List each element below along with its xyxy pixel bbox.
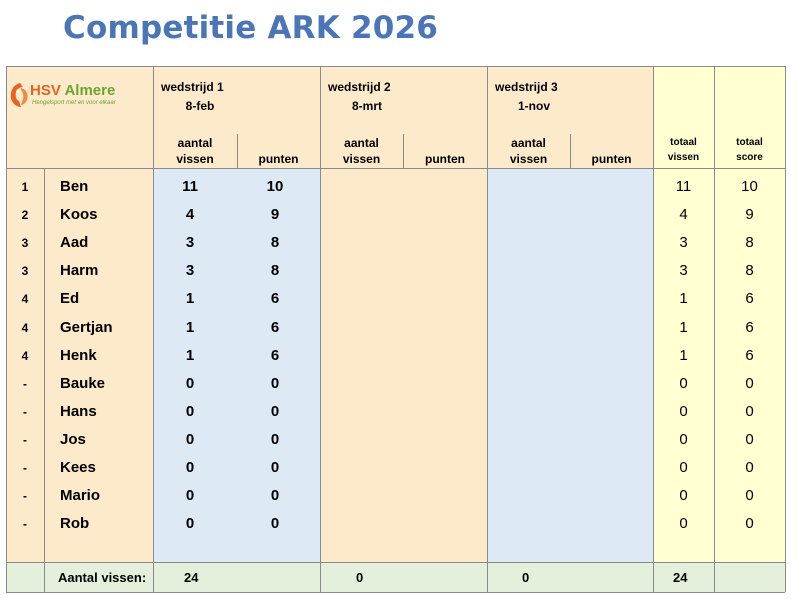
page-title: Competitie ARK 2026 [63,10,439,46]
w1-points-cell: 0 [270,374,280,392]
rank-cell: 4 [21,348,29,363]
fish-icon [8,81,32,109]
total-score-cell: 10 [741,178,758,195]
grid-line [6,592,785,593]
w1-fish-cell: 0 [185,374,195,392]
total-fish-cell: 0 [679,459,688,476]
w1-fish-cell: 0 [185,487,195,505]
total-fish-cell: 1 [679,290,688,308]
total-fish-cell: 1 [679,318,688,336]
player-name: Henk [60,346,97,364]
w1-fish-cell: 0 [185,459,195,476]
total-score-cell: 0 [745,430,754,448]
w1-points-cell: 9 [270,206,280,224]
rank-cell: - [23,376,27,391]
w1-fish-cell: 1 [185,346,195,364]
rank-cell: 3 [21,264,29,279]
w3-body [487,168,653,562]
total-score-cell: 0 [745,459,754,476]
grid-line [6,168,785,169]
rank-cell: - [23,489,27,504]
player-name: Mario [60,487,101,505]
match-date: 8-feb [185,99,215,113]
total-score-cell: 6 [745,290,754,308]
total-fish-cell: 0 [679,374,688,392]
rank-cell: - [23,517,27,532]
w1-fish-cell: 11 [182,178,198,195]
col-header-vissen: vissen [667,152,700,163]
rank-cell: - [23,432,27,447]
logo-name: HSV Almere [30,82,116,99]
total-fish-cell: 11 [675,178,692,195]
w1-points-cell: 0 [270,515,280,533]
footer-label: Aantal vissen: [58,570,147,585]
w1-points-cell: 0 [270,487,280,505]
grid-line [44,168,45,592]
total-score-cell: 6 [745,346,754,364]
match-name: wedstrijd 2 [328,80,391,94]
w1-points-cell: 6 [270,290,280,308]
w1-fish-cell: 1 [185,318,195,336]
col-header-totaal: totaal [670,137,697,148]
rank-cell: 2 [21,208,29,223]
match-date: 1-nov [517,99,550,113]
w1-points-cell: 8 [270,234,280,252]
total-score-cell: 9 [745,206,754,224]
w1-fish-cell: 3 [185,234,195,252]
total-fish-cell: 0 [679,487,688,505]
col-header-punten: punten [425,152,465,166]
footer-w3-total: 0 [522,570,530,585]
player-name: Ed [60,290,80,308]
w1-fish-cell: 0 [185,515,195,533]
w1-points-cell: 0 [270,459,280,476]
col-header-vissen: vissen [342,152,381,166]
total-fish-cell: 1 [679,346,688,364]
grid-line [6,66,785,67]
grid-line [785,66,786,592]
total-fish-cell: 3 [679,234,688,252]
total-score-cell: 0 [745,487,754,505]
col-header-punten: punten [591,152,632,166]
w1-fish-cell: 0 [185,430,195,448]
player-name: Jos [60,430,86,448]
footer-grand-total: 24 [673,570,688,585]
logo-tagline: Hengelsport met en voor elkaar [32,100,116,106]
rank-cell: - [23,461,27,475]
player-name: Harm [60,262,99,280]
col-header-score: score [736,152,763,163]
rank-cell: 3 [21,236,29,251]
total-fish-cell: 0 [679,515,688,533]
total-score-cell: 0 [745,515,754,533]
col-header-totaal: totaal [736,137,763,148]
match-name: wedstrijd 3 [495,80,558,94]
rank-cell: 1 [21,180,29,194]
footer-w2-total: 0 [356,570,364,585]
hsv-almere-logo [8,80,126,110]
w1-points-cell: 6 [270,318,280,336]
grid-line [6,562,785,563]
rank-cell: 4 [21,320,29,335]
rank-cell: - [23,404,27,419]
rank-cell: 4 [21,292,29,307]
footer-w1-total: 24 [184,570,199,585]
col-header-punten: punten [258,152,299,166]
player-name: Hans [60,402,97,420]
player-name: Bauke [60,374,106,392]
total-fish-cell: 3 [679,262,688,280]
col-header-vissen: vissen [509,152,548,166]
player-name: Aad [60,234,89,252]
w1-points-cell: 6 [270,346,280,364]
player-name: Koos [60,206,98,224]
total-score-cell: 6 [745,318,754,336]
w1-points-cell: 10 [266,178,284,195]
player-name: Rob [60,515,90,533]
total-fish-cell: 0 [679,402,688,420]
total-score-cell: 0 [745,374,754,392]
col-header-aantal: aantal [344,136,379,150]
w1-points-cell: 0 [270,402,280,420]
col-header-aantal: aantal [511,136,546,150]
player-name: Kees [60,459,96,476]
col-header-vissen: vissen [176,152,214,166]
col-header-aantal: aantal [177,136,213,150]
w1-fish-cell: 0 [185,402,195,420]
w1-fish-cell: 3 [185,262,195,280]
total-fish-cell: 4 [679,206,688,224]
total-score-cell: 8 [745,262,754,280]
w1-points-cell: 0 [270,430,280,448]
total-score-cell: 8 [745,234,754,252]
total-score-cell: 0 [745,402,754,420]
player-name: Gertjan [60,318,113,336]
player-name: Ben [60,178,89,195]
w1-points-cell: 8 [270,262,280,280]
match-date: 8-mrt [351,99,382,113]
w1-fish-cell: 4 [185,206,195,224]
w1-fish-cell: 1 [185,290,195,308]
match-name: wedstrijd 1 [161,80,224,94]
total-fish-cell: 0 [679,430,688,448]
